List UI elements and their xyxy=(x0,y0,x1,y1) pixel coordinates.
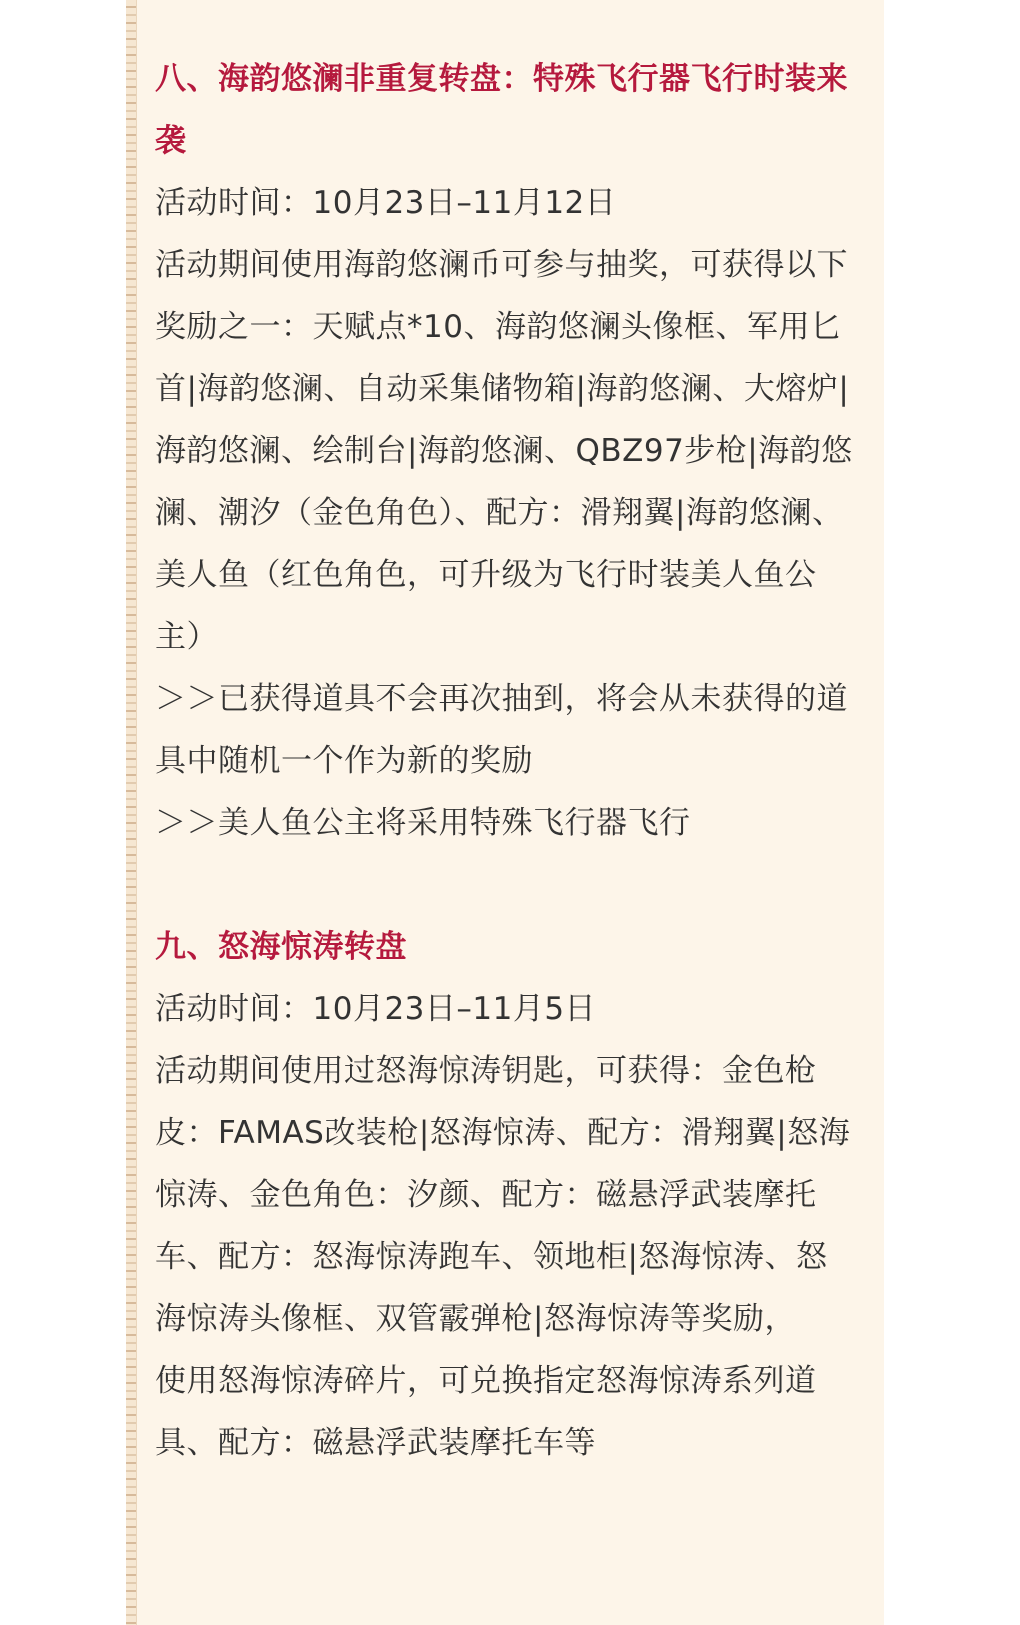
section-9 xyxy=(155,916,855,1474)
section-9-time: 活动时间：10月23日–11月5日 xyxy=(155,991,597,1027)
section-9-exchange: 使用怒海惊涛碎片，可兑换指定怒海惊涛系列道具、配方：磁悬浮武装摩托车等 xyxy=(155,1363,817,1461)
decorative-border xyxy=(126,0,137,1625)
article-content xyxy=(155,48,855,1474)
section-8-time: 活动时间：10月23日–11月12日 xyxy=(155,185,617,221)
section-9-heading: 九、怒海惊涛转盘 xyxy=(155,929,407,965)
section-8-note-2: ＞＞美人鱼公主将采用特殊飞行器飞行 xyxy=(155,805,691,841)
section-9-description: 活动期间使用过怒海惊涛钥匙，可获得：金色枪皮：FAMAS改装枪|怒海惊涛、配方：滑翔翼|怒海惊涛、金色角色：汐颜、配方：磁悬浮武装摩托车、配方：怒海惊涛跑车、领地柜|怒海惊涛、怒海惊涛头像框、双管霰弹枪|怒海惊涛等奖励， xyxy=(155,1053,851,1337)
section-spacer xyxy=(155,854,855,916)
section-8-heading: 八、海韵悠澜非重复转盘：特殊飞行器飞行时装来袭 xyxy=(155,61,848,159)
section-8-description: 活动期间使用海韵悠澜币可参与抽奖，可获得以下奖励之一：天赋点*10、海韵悠澜头像框、军用匕首|海韵悠澜、自动采集储物箱|海韵悠澜、大熔炉|海韵悠澜、绘制台|海韵悠澜、QBZ97步枪|海韵悠澜、潮汐（金色角色）、配方：滑翔翼|海韵悠澜、美人鱼（红色角色，可升级为飞行时装美人鱼公主） xyxy=(155,247,853,655)
article-panel xyxy=(126,0,884,1625)
section-8-note-1: ＞＞已获得道具不会再次抽到，将会从未获得的道具中随机一个作为新的奖励 xyxy=(155,681,848,779)
section-8 xyxy=(155,48,855,854)
